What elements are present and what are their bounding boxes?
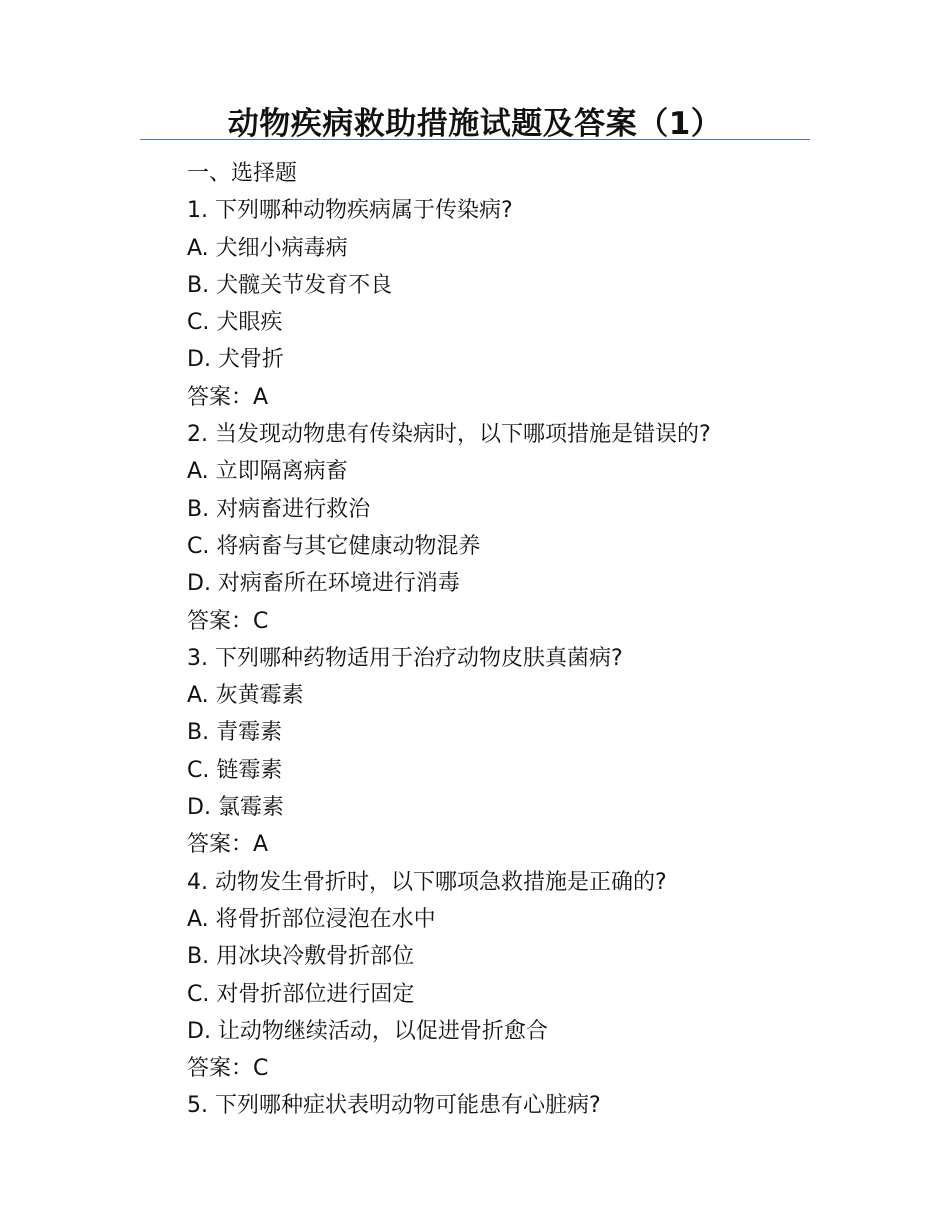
answer-line: 答案：C (187, 1056, 269, 1082)
document-title: 动物疾病救助措施试题及答案（1） (227, 106, 723, 142)
question-block (187, 416, 827, 640)
option-b: B. 犬髋关节发育不良 (187, 272, 393, 298)
option-a: A. 灰黄霉素 (187, 683, 304, 709)
option-d: D. 氯霉素 (187, 795, 284, 821)
option-c: C. 链霉素 (187, 757, 283, 783)
answer-line: 答案：A (187, 832, 269, 858)
option-c: C. 将病畜与其它健康动物混养 (187, 533, 481, 559)
option-d: D. 让动物继续活动，以促进骨折愈合 (187, 1018, 548, 1044)
document-body (187, 155, 827, 1125)
option-a: A. 犬细小病毒病 (187, 235, 348, 261)
answer-line: 答案：C (187, 608, 269, 634)
question-block (187, 192, 827, 416)
option-d: D. 犬骨折 (187, 347, 284, 373)
question-block (187, 640, 827, 864)
section-heading: 一、选择题 (187, 161, 298, 186)
option-b: B. 青霉素 (187, 720, 283, 746)
option-c: C. 犬眼疾 (187, 310, 283, 336)
question-text: 2. 当发现动物患有传染病时，以下哪项措施是错误的? (187, 422, 711, 448)
option-a: A. 将骨折部位浸泡在水中 (187, 906, 436, 932)
option-c: C. 对骨折部位进行固定 (187, 981, 415, 1007)
answer-line: 答案：A (187, 384, 269, 410)
question-text: 1. 下列哪种动物疾病属于传染病? (187, 198, 513, 224)
question-text: 4. 动物发生骨折时，以下哪项急救措施是正确的? (187, 869, 667, 895)
question-block (187, 1087, 827, 1124)
question-text: 5. 下列哪种症状表明动物可能患有心脏病? (187, 1093, 601, 1119)
option-d: D. 对病畜所在环境进行消毒 (187, 571, 460, 597)
title-underline (140, 139, 810, 140)
option-b: B. 对病畜进行救治 (187, 496, 371, 522)
question-text: 3. 下列哪种药物适用于治疗动物皮肤真菌病? (187, 645, 623, 671)
question-block (187, 864, 827, 1088)
option-b: B. 用冰块冷敷骨折部位 (187, 944, 415, 970)
option-a: A. 立即隔离病畜 (187, 459, 348, 485)
